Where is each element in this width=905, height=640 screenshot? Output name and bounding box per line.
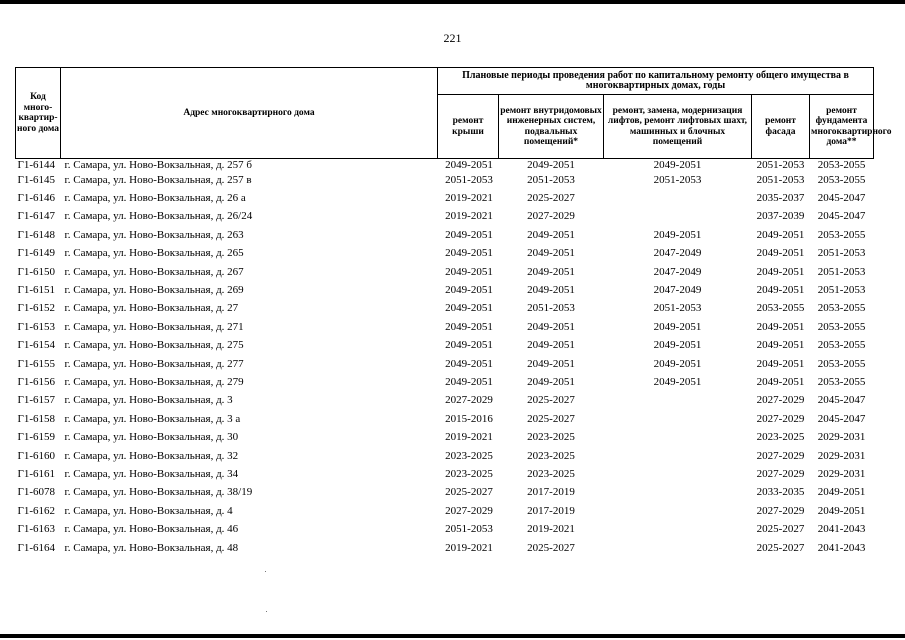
cell-address: г. Самара, ул. Ново-Вокзальная, д. 48 [64, 541, 239, 554]
cell-lifts [604, 189, 752, 207]
cell-facade: 2025-2027 [756, 523, 805, 536]
header-row-group [16, 68, 874, 95]
cell-roof: 2019-2021 [445, 210, 493, 223]
cell-facade: 2049-2051 [756, 247, 805, 260]
table-row [16, 171, 874, 189]
table-row [16, 447, 874, 465]
table-row [16, 520, 874, 538]
cell-foundation: 2045-2047 [817, 394, 866, 407]
cell-foundation: 2051-2053 [817, 265, 866, 278]
cell-roof: 2049-2051 [445, 339, 493, 352]
cell-roof: 2025-2027 [445, 486, 493, 499]
cell-systems: 2051-2053 [527, 173, 575, 186]
cell-code: Г1-6158 [17, 412, 56, 425]
cell-systems: 2049-2051 [527, 320, 575, 333]
table-row [16, 337, 874, 355]
cell-lifts [604, 465, 752, 483]
cell-facade: 2049-2051 [756, 284, 805, 297]
cell-roof: 2049-2051 [445, 357, 493, 370]
cell-code: Г1-6164 [17, 541, 56, 554]
cell-roof: 2023-2025 [445, 467, 493, 480]
cell-lifts [604, 484, 752, 502]
table-row [16, 484, 874, 502]
table-row [16, 245, 874, 263]
cell-code: Г1-6163 [17, 523, 56, 536]
cell-foundation: 2053-2055 [817, 339, 866, 352]
cell-address: г. Самара, ул. Ново-Вокзальная, д. 279 [64, 375, 244, 388]
cell-facade: 2027-2029 [756, 449, 805, 462]
table-body [16, 159, 874, 558]
cell-facade: 2049-2051 [756, 339, 805, 352]
cell-lifts [604, 392, 752, 410]
cell-foundation: 2053-2055 [817, 320, 866, 333]
table-row [16, 502, 874, 520]
cell-systems: 2023-2025 [527, 431, 575, 444]
cell-facade: 2037-2039 [756, 210, 805, 223]
table-row [16, 189, 874, 207]
cell-code: Г1-6152 [17, 302, 56, 315]
cell-facade: 2033-2035 [756, 486, 805, 499]
cell-roof: 2049-2051 [445, 375, 493, 388]
cell-code: Г1-6151 [17, 284, 56, 297]
table-row [16, 392, 874, 410]
cell-systems: 2019-2021 [527, 523, 575, 536]
cell-code: Г1-6161 [17, 467, 56, 480]
cell-foundation: 2051-2053 [817, 247, 866, 260]
cell-address: г. Самара, ул. Ново-Вокзальная, д. 32 [64, 449, 239, 462]
cell-code: Г1-6146 [17, 192, 56, 205]
cell-address: г. Самара, ул. Ново-Вокзальная, д. 34 [64, 467, 239, 480]
cell-code: Г1-6149 [17, 247, 56, 260]
cell-systems: 2049-2051 [527, 284, 575, 297]
cell-lifts: 2049-2051 [653, 339, 702, 352]
cell-lifts: 2047-2049 [653, 265, 702, 278]
cell-foundation: 2049-2051 [817, 504, 866, 517]
table-row [16, 281, 874, 299]
cell-foundation: 2051-2053 [817, 284, 866, 297]
cell-lifts: 2051-2053 [653, 302, 702, 315]
cell-roof: 2049-2051 [445, 159, 493, 171]
cell-foundation: 2053-2055 [817, 375, 866, 388]
cell-code: Г1-6162 [17, 504, 56, 517]
cell-roof: 2049-2051 [445, 284, 493, 297]
cell-code: Г1-6155 [17, 357, 56, 370]
cell-address: г. Самара, ул. Ново-Вокзальная, д. 4 [64, 504, 233, 517]
cell-facade: 2023-2025 [756, 431, 805, 444]
table-row [16, 226, 874, 244]
cell-address: г. Самара, ул. Ново-Вокзальная, д. 3 а [64, 412, 241, 425]
cell-foundation: 2053-2055 [817, 159, 866, 171]
cell-systems: 2049-2051 [527, 228, 575, 241]
cell-systems: 2027-2029 [527, 210, 575, 223]
cell-code: Г1-6156 [17, 375, 56, 388]
table-row [16, 263, 874, 281]
cell-foundation: 2045-2047 [817, 412, 866, 425]
cell-lifts: 2049-2051 [653, 320, 702, 333]
cell-code: Г1-6154 [17, 339, 56, 352]
cell-systems: 2049-2051 [527, 339, 575, 352]
cell-address: г. Самара, ул. Ново-Вокзальная, д. 267 [64, 265, 244, 278]
cell-facade: 2049-2051 [756, 265, 805, 278]
cell-roof: 2049-2051 [445, 302, 493, 315]
cell-systems: 2017-2019 [527, 504, 575, 517]
cell-foundation: 2029-2031 [817, 467, 866, 480]
cell-foundation: 2045-2047 [817, 210, 866, 223]
cell-foundation: 2053-2055 [817, 302, 866, 315]
cell-foundation: 2041-2043 [817, 541, 866, 554]
repair-schedule-table [15, 67, 892, 557]
cell-lifts: 2047-2049 [653, 247, 702, 260]
cell-systems: 2025-2027 [527, 394, 575, 407]
cell-lifts [604, 520, 752, 538]
cell-lifts: 2049-2051 [653, 357, 702, 370]
cell-roof: 2019-2021 [445, 431, 493, 444]
cell-facade: 2049-2051 [756, 320, 805, 333]
cell-lifts: 2049-2051 [653, 159, 702, 171]
cell-code: Г1-6147 [17, 210, 56, 223]
cell-address: г. Самара, ул. Ново-Вокзальная, д. 3 [64, 394, 233, 407]
cell-foundation: 2029-2031 [817, 431, 866, 444]
cell-facade: 2053-2055 [756, 302, 805, 315]
cell-roof: 2049-2051 [445, 320, 493, 333]
table-row [16, 300, 874, 318]
cell-address: г. Самара, ул. Ново-Вокзальная, д. 265 [64, 247, 244, 260]
cell-systems: 2049-2051 [527, 159, 575, 171]
header-periods-group: Плановые периоды проведения работ по капитальному ремонту общего имущества в многоквартирных домах, годы [438, 68, 874, 95]
cell-address: г. Самара, ул. Ново-Вокзальная, д. 263 [64, 228, 244, 241]
cell-facade: 2049-2051 [756, 228, 805, 241]
table-row [16, 428, 874, 446]
cell-systems: 2025-2027 [527, 412, 575, 425]
cell-code: Г1-6148 [17, 228, 56, 241]
cell-roof: 2051-2053 [445, 173, 493, 186]
cell-foundation: 2045-2047 [817, 192, 866, 205]
cell-address: г. Самара, ул. Ново-Вокзальная, д. 269 [64, 284, 244, 297]
cell-lifts: 2049-2051 [653, 228, 702, 241]
cell-code: Г1-6078 [17, 486, 56, 499]
cell-systems: 2051-2053 [527, 302, 575, 315]
cell-systems: 2025-2027 [527, 192, 575, 205]
table-row [16, 373, 874, 391]
cell-address: г. Самара, ул. Ново-Вокзальная, д. 46 [64, 523, 239, 536]
cell-facade: 2027-2029 [756, 394, 805, 407]
cell-foundation: 2053-2055 [817, 357, 866, 370]
cell-code: Г1-6159 [17, 431, 56, 444]
table-row [16, 159, 874, 172]
cell-code: Г1-6157 [17, 394, 56, 407]
cell-lifts [604, 428, 752, 446]
cell-address: г. Самара, ул. Ново-Вокзальная, д. 38/19 [64, 486, 253, 499]
cell-roof: 2049-2051 [445, 247, 493, 260]
page-number: 221 [443, 31, 462, 45]
cell-lifts: 2051-2053 [653, 173, 702, 186]
cell-address: г. Самара, ул. Ново-Вокзальная, д. 26 а [64, 192, 246, 205]
cell-roof: 2019-2021 [445, 541, 493, 554]
cell-code: Г1-6160 [17, 449, 56, 462]
cell-roof: 2049-2051 [445, 228, 493, 241]
cell-facade: 2051-2053 [756, 173, 805, 186]
cell-lifts [604, 539, 752, 557]
cell-facade: 2035-2037 [756, 192, 805, 205]
table-row [16, 539, 874, 557]
cell-roof: 2051-2053 [445, 523, 493, 536]
bottom-rule [0, 634, 905, 638]
cell-systems: 2017-2019 [527, 486, 575, 499]
cell-lifts [604, 447, 752, 465]
cell-code: Г1-6150 [17, 265, 56, 278]
cell-address: г. Самара, ул. Ново-Вокзальная, д. 257 б [64, 159, 253, 171]
cell-systems: 2049-2051 [527, 375, 575, 388]
header-facade: ремонт фасада [752, 95, 810, 159]
header-roof: ремонт крыши [438, 95, 499, 159]
cell-foundation: 2041-2043 [817, 523, 866, 536]
header-systems: ремонт внутридомовых инженерных систем, подвальных помещений* [499, 95, 604, 159]
cell-facade: 2049-2051 [756, 375, 805, 388]
cell-roof: 2015-2016 [445, 412, 493, 425]
cell-address: г. Самара, ул. Ново-Вокзальная, д. 26/24 [64, 210, 253, 223]
cell-roof: 2027-2029 [445, 394, 493, 407]
cell-lifts [604, 502, 752, 520]
cell-address: г. Самара, ул. Ново-Вокзальная, д. 257 в [64, 173, 252, 186]
table-row [16, 410, 874, 428]
cell-facade: 2027-2029 [756, 504, 805, 517]
cell-foundation: 2029-2031 [817, 449, 866, 462]
cell-systems: 2025-2027 [527, 541, 575, 554]
header-address: Адрес многоквартирного дома [61, 68, 438, 159]
cell-address: г. Самара, ул. Ново-Вокзальная, д. 27 [64, 302, 239, 315]
table-row [16, 208, 874, 226]
cell-facade: 2027-2029 [756, 412, 805, 425]
cell-code: Г1-6153 [17, 320, 56, 333]
scan-speck [265, 571, 266, 572]
cell-lifts: 2049-2051 [653, 375, 702, 388]
cell-address: г. Самара, ул. Ново-Вокзальная, д. 277 [64, 357, 244, 370]
cell-facade: 2049-2051 [756, 357, 805, 370]
cell-foundation: 2049-2051 [817, 486, 866, 499]
header-foundation: ремонт фундамента многоквартирного дома** [810, 95, 874, 159]
scan-speck [266, 611, 267, 612]
cell-roof: 2027-2029 [445, 504, 493, 517]
header-lifts: ремонт, замена, модернизация лифтов, ремонт лифтовых шахт, машинных и блочных помещений [604, 95, 752, 159]
cell-address: г. Самара, ул. Ново-Вокзальная, д. 271 [64, 320, 244, 333]
cell-foundation: 2053-2055 [817, 228, 866, 241]
cell-systems: 2049-2051 [527, 247, 575, 260]
cell-systems: 2023-2025 [527, 449, 575, 462]
cell-systems: 2049-2051 [527, 357, 575, 370]
cell-systems: 2023-2025 [527, 467, 575, 480]
cell-facade: 2025-2027 [756, 541, 805, 554]
cell-roof: 2019-2021 [445, 192, 493, 205]
table-row [16, 318, 874, 336]
header-code: Код много-квартир-ного дома [16, 68, 61, 159]
cell-address: г. Самара, ул. Ново-Вокзальная, д. 275 [64, 339, 244, 352]
cell-lifts [604, 208, 752, 226]
cell-lifts [604, 410, 752, 428]
table-row [16, 465, 874, 483]
cell-systems: 2049-2051 [527, 265, 575, 278]
cell-foundation: 2053-2055 [817, 173, 866, 186]
cell-code: Г1-6145 [17, 173, 56, 186]
cell-facade: 2051-2053 [756, 159, 805, 171]
cell-roof: 2023-2025 [445, 449, 493, 462]
top-rule [0, 0, 905, 4]
cell-code: Г1-6144 [17, 159, 56, 171]
cell-roof: 2049-2051 [445, 265, 493, 278]
table-row [16, 355, 874, 373]
cell-facade: 2027-2029 [756, 467, 805, 480]
cell-lifts: 2047-2049 [653, 284, 702, 297]
cell-address: г. Самара, ул. Ново-Вокзальная, д. 30 [64, 431, 239, 444]
